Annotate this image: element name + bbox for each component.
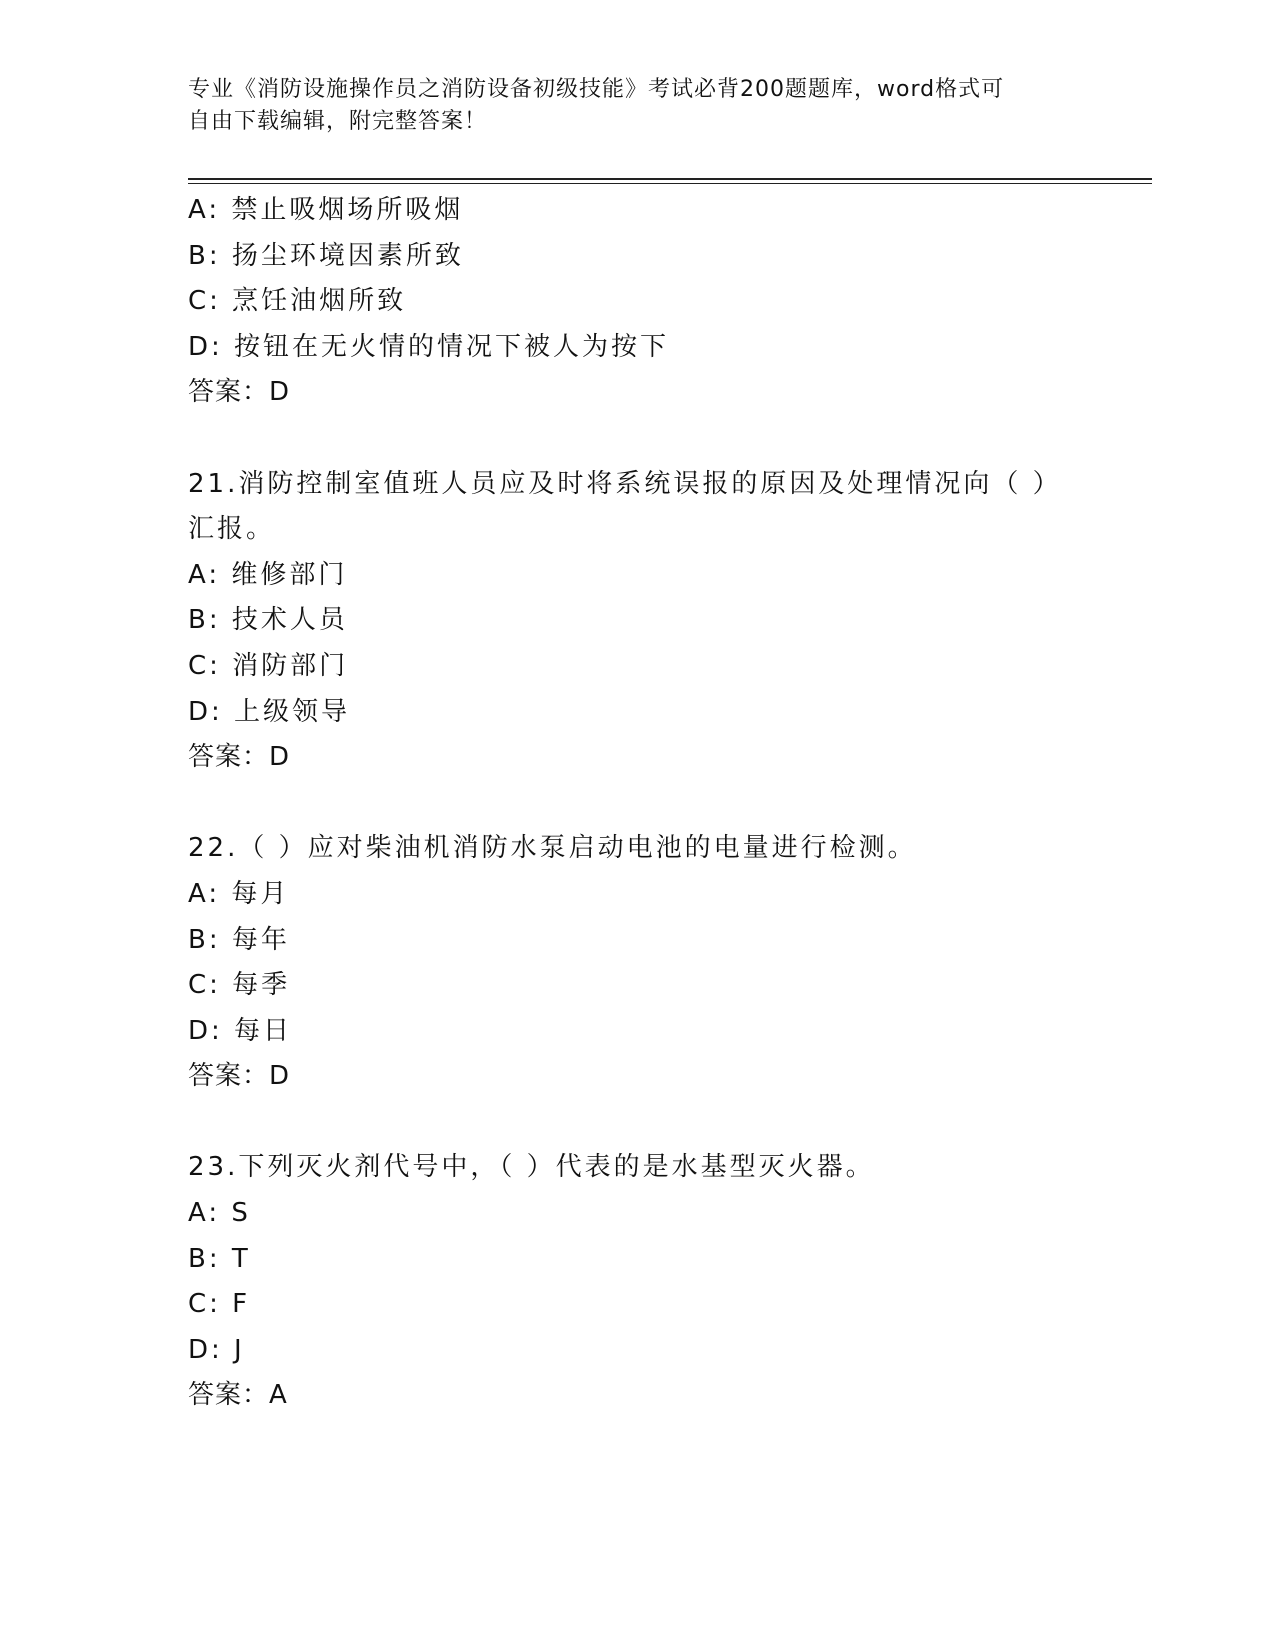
question-20 [188, 188, 1152, 416]
option-d: D: 每日 [188, 1015, 293, 1046]
option-a: A: 维修部门 [188, 559, 348, 590]
question-list [188, 188, 1152, 1419]
answer: 答案：D [188, 377, 291, 408]
question-22 [188, 826, 1152, 1100]
header-divider-thick [188, 178, 1152, 180]
question-stem-continued: 汇报。 [188, 514, 276, 545]
option-a: A: 禁止吸烟场所吸烟 [188, 195, 464, 225]
question-stem: 21.消防控制室值班人员应及时将系统误报的原因及处理情况向（ ） [188, 468, 1062, 499]
option-a: A: S [188, 1198, 251, 1229]
spacer [188, 781, 1152, 827]
option-c: C: 消防部门 [188, 650, 349, 681]
option-c: C: 烹饪油烟所致 [188, 286, 407, 317]
option-c: C: 每季 [188, 970, 291, 1001]
header-divider-thin [188, 183, 1152, 184]
option-b: B: 技术人员 [188, 605, 348, 636]
question-stem: 23.下列灭火剂代号中，（ ）代表的是水基型灭火器。 [188, 1152, 875, 1183]
question-stem: 22.（ ）应对柴油机消防水泵启动电池的电量进行检测。 [188, 833, 917, 864]
spacer [188, 416, 1152, 462]
answer: 答案：A [188, 1380, 288, 1411]
question-21 [188, 462, 1152, 781]
document-header [188, 74, 1088, 138]
header-line-2: 自由下载编辑，附完整答案！ [188, 109, 488, 134]
question-23 [188, 1145, 1152, 1419]
header-line-1: 专业《消防设施操作员之消防设备初级技能》考试必背200题题库，word格式可 [188, 77, 1005, 102]
option-d: D: J [188, 1334, 245, 1365]
spacer [188, 1100, 1152, 1146]
option-c: C: F [188, 1289, 251, 1320]
option-a: A: 每月 [188, 878, 290, 909]
option-d: D: 上级领导 [188, 696, 351, 727]
option-d: D: 按钮在无火情的情况下被人为按下 [188, 331, 670, 362]
answer: 答案：D [188, 1061, 291, 1092]
answer: 答案：D [188, 742, 291, 773]
option-b: B: 扬尘环境因素所致 [188, 240, 464, 271]
option-b: B: 每年 [188, 924, 290, 955]
option-b: B: T [188, 1243, 251, 1274]
